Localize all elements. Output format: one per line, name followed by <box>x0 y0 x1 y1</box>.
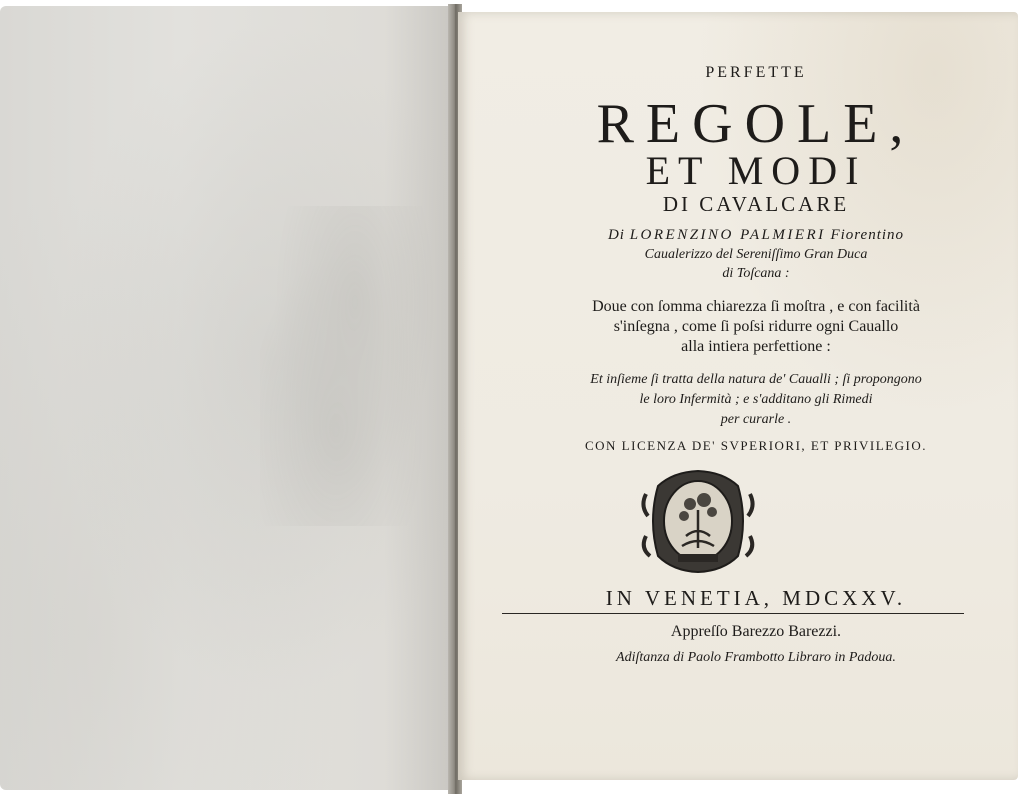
bookseller-line: Adiſtanza di Paolo Frambotto Libraro in Padoua. <box>616 650 896 665</box>
imprint-city-year: IN VENETIA, MDCXXV. <box>605 586 907 610</box>
description-line-2: s'inſegna , come ſi poſsi ridurre ogni Cauallo <box>613 318 899 335</box>
italic-line-1: Et inſieme ſi tratta della natura de' Caualli ; ſi propongono <box>590 372 922 387</box>
printer-device-emblem <box>638 466 758 576</box>
imprint-rule <box>502 613 964 614</box>
italic-line-3: per curarle . <box>720 412 792 427</box>
title-page <box>458 12 1018 780</box>
title-line-di-cavalcare: DI CAVALCARE <box>662 192 850 216</box>
title-line-perfette: PERFETTE <box>705 64 807 81</box>
author-line <box>476 227 1024 244</box>
description-line-1: Doue con ſomma chiarezza ſi moſtra , e con facilità <box>592 298 920 315</box>
left-blank-page <box>0 6 452 790</box>
author-role: Caualerizzo del Sereniſſimo Gran Duca <box>644 247 868 262</box>
printer-line: Appreſſo Barezzo Barezzi. <box>670 623 842 640</box>
description-line-3: alla intiera perfettione : <box>681 338 831 355</box>
author-name: LORENZINO PALMIERI <box>629 227 826 243</box>
title-line-regole: REGOLE, <box>596 93 916 155</box>
author-prefix: Di <box>607 227 625 243</box>
author-suffix: Fiorentino <box>830 227 905 243</box>
bleed-through-shadow <box>260 206 450 526</box>
italic-line-2: le loro Infermità ; e s'additano gli Rimedi <box>639 392 873 407</box>
title-line-et-modi: ET MODI <box>645 148 867 193</box>
licenza-line: CON LICENZA DE' SVPERIORI, ET PRIVILEGIO. <box>584 438 927 453</box>
author-place: di Toſcana : <box>722 266 790 281</box>
